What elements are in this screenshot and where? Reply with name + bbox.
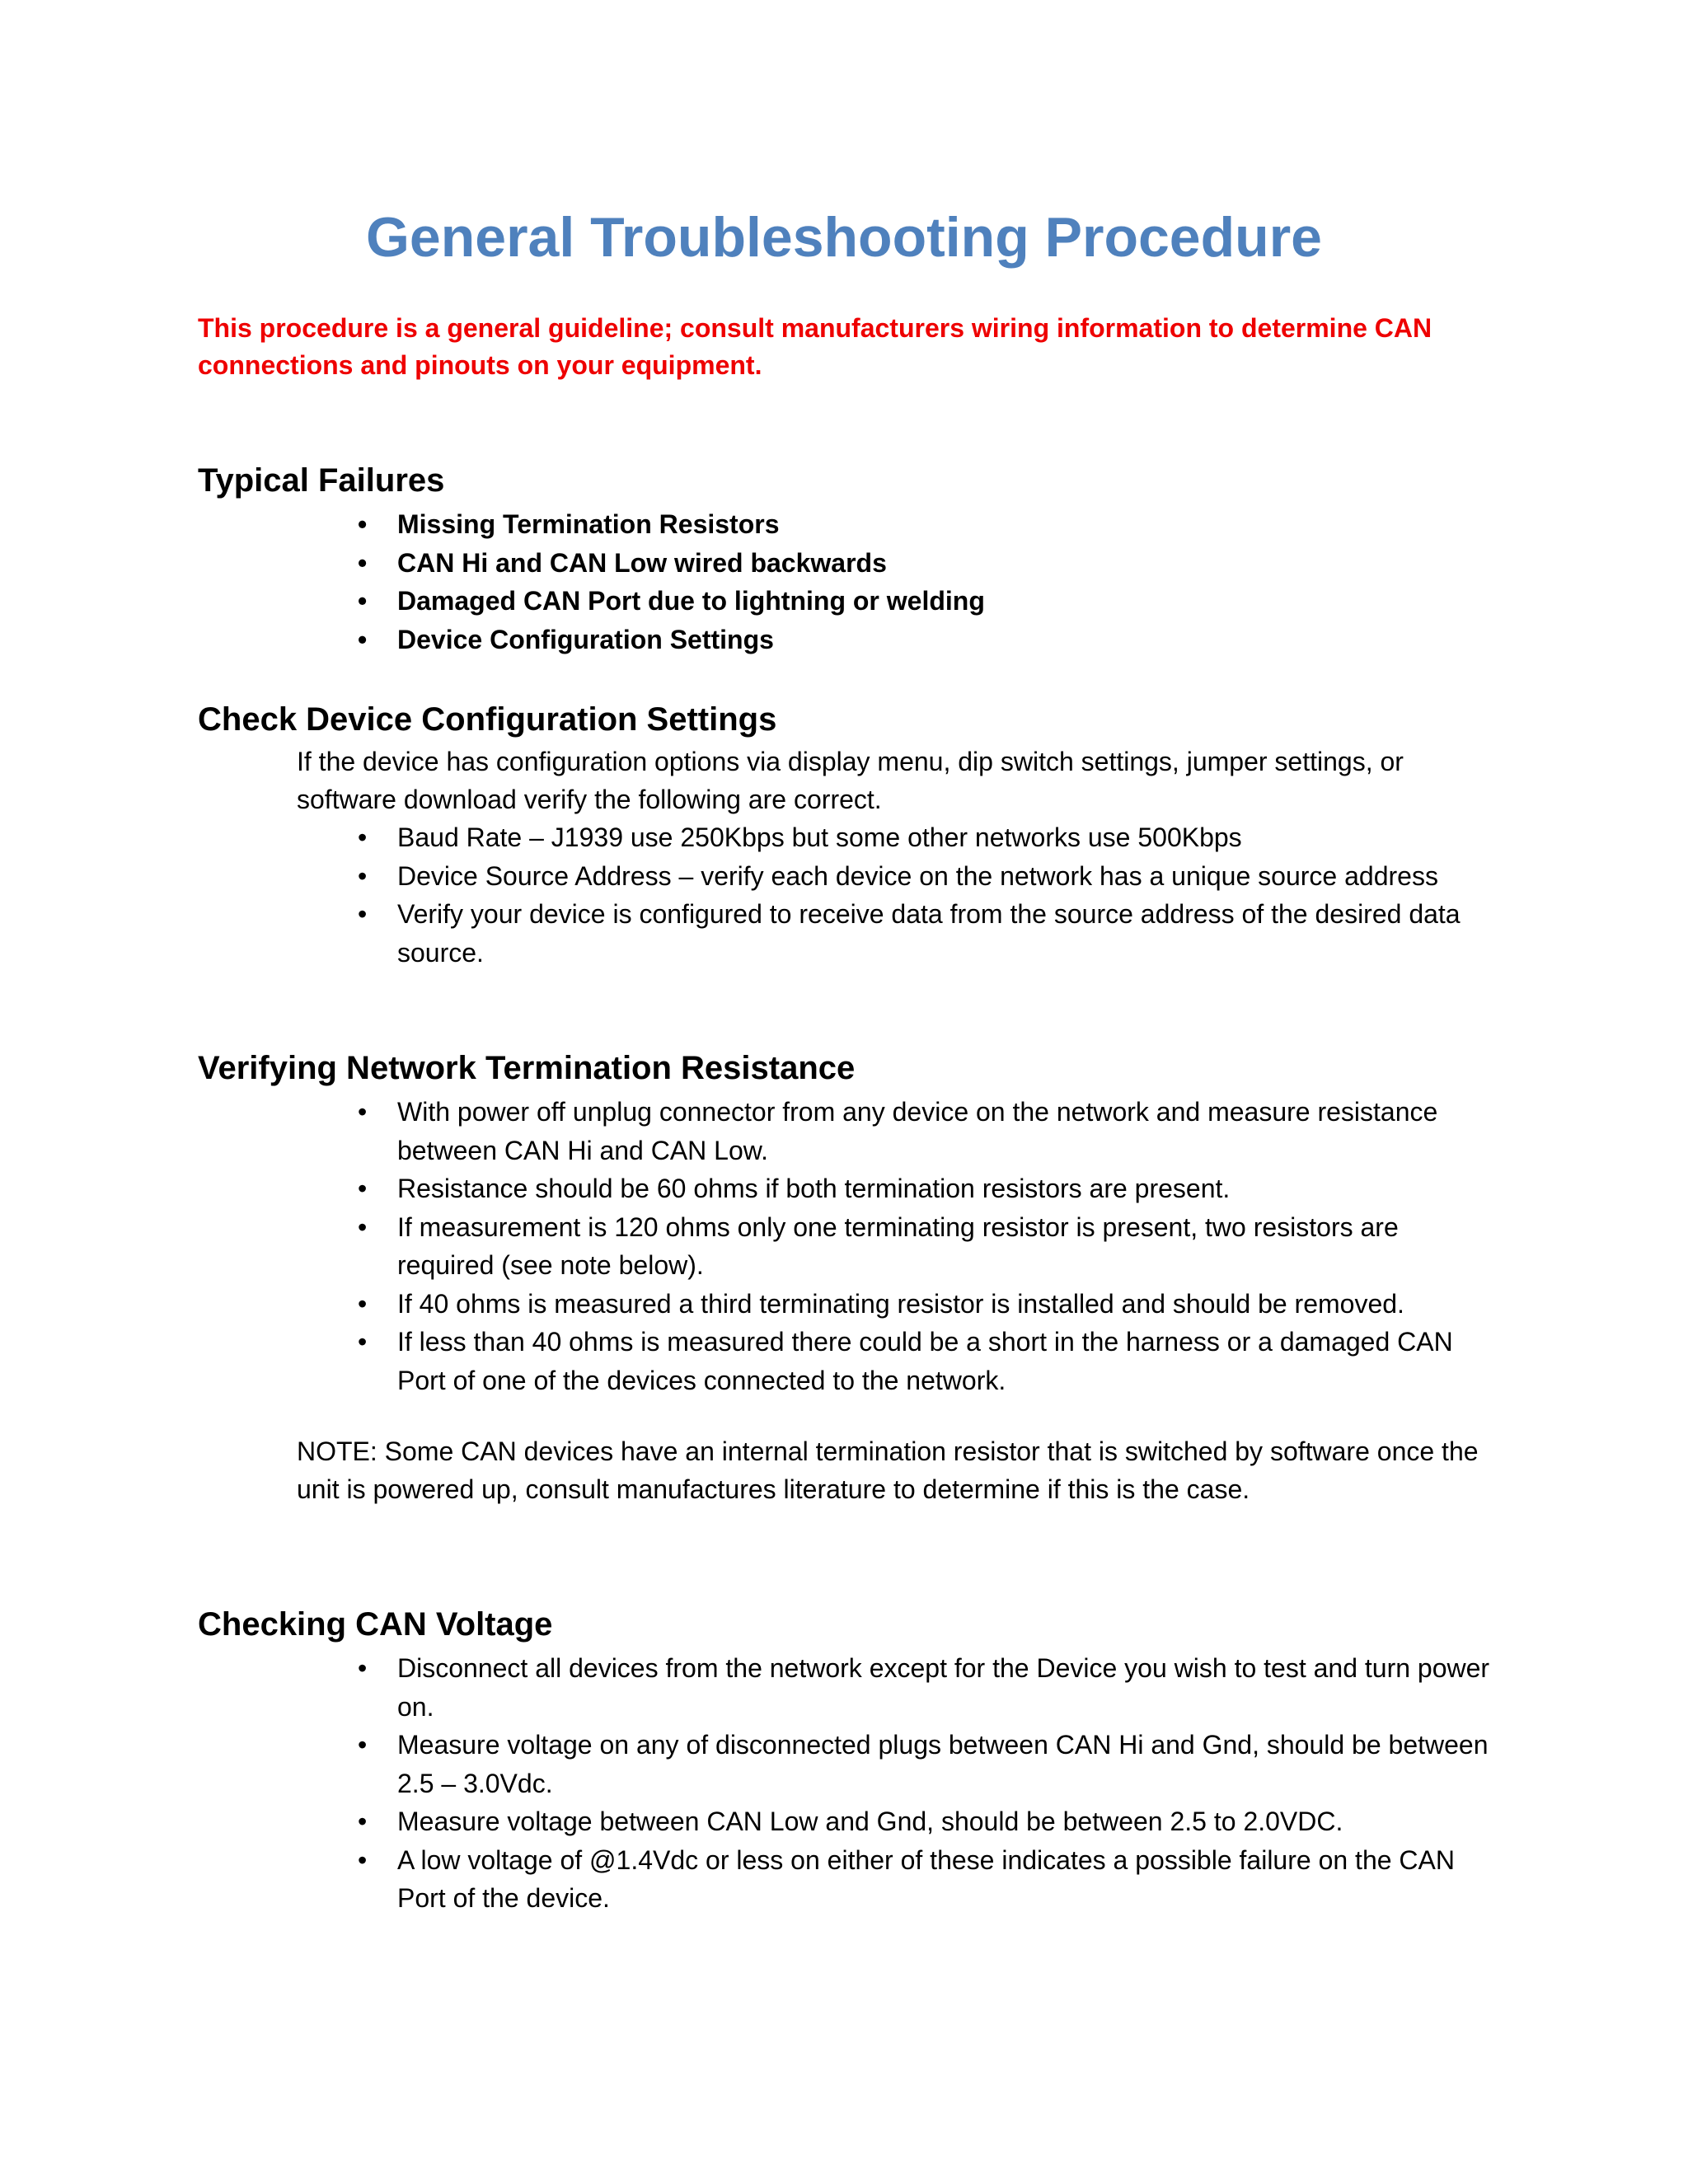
section-heading-checking-can-voltage: Checking CAN Voltage (198, 1606, 553, 1643)
bullet-icon: • (358, 1174, 368, 1203)
bullet-icon: • (358, 1327, 368, 1357)
list-item (358, 1726, 1493, 1802)
list-item-text: A low voltage of @1.4Vdc or less on either of these indicates a possible failure on the CAN Port of the device. (397, 1844, 1455, 1913)
termination-list (0, 1093, 1484, 1399)
list-item (358, 857, 1493, 896)
bullet-icon: • (358, 624, 368, 654)
list-item-text: With power off unplug connector from any device on the network and measure resistance between CAN Hi and CAN Low. (397, 1097, 1438, 1165)
bullet-icon: • (358, 1212, 368, 1242)
list-item (358, 818, 1493, 857)
section-heading-typical-failures: Typical Failures (198, 462, 445, 499)
bullet-icon: • (358, 823, 368, 852)
bullet-icon: • (358, 1844, 368, 1875)
list-item (358, 895, 1493, 972)
list-item-text: Missing Termination Resistors (397, 509, 780, 539)
list-item-text: Measure voltage on any of disconnected plugs between CAN Hi and Gnd, should be between 2.5 – 3.0Vdc. (397, 1730, 1489, 1798)
list-item-text: Device Configuration Settings (397, 624, 774, 654)
list-item-text: Damaged CAN Port due to lightning or welding (397, 586, 985, 616)
list-item-text: Device Source Address – verify each device on the network has a unique source address (397, 860, 1438, 891)
list-item (358, 1649, 1493, 1726)
list-item-text: If 40 ohms is measured a third terminating resistor is installed and should be removed. (397, 1288, 1404, 1319)
list-item (358, 1802, 1493, 1841)
page-title: General Troubleshooting Procedure (366, 206, 1322, 269)
list-item (358, 621, 1493, 659)
bullet-icon: • (358, 1730, 368, 1760)
termination-note-text: NOTE: Some CAN devices have an internal termination resistor that is switched by software once the unit is powered up, consult manufactures literature to determine if this is the case. (297, 1436, 1479, 1504)
bullet-icon: • (358, 1653, 368, 1683)
list-item-text: Baud Rate – J1939 use 250Kbps but some other networks use 500Kbps (397, 823, 1242, 852)
typical-failures-list (0, 505, 1484, 658)
section-heading-verifying-termination: Verifying Network Termination Resistance (198, 1050, 856, 1086)
list-item-text: If less than 40 ohms is measured there could be a short in the harness or a damaged CAN Port of one of the devices connected to the network. (397, 1327, 1453, 1395)
can-voltage-list (0, 1649, 1490, 1918)
list-item (358, 1285, 1493, 1324)
configuration-list (0, 818, 1484, 972)
bullet-icon: • (358, 509, 368, 539)
list-item (358, 544, 1493, 583)
section-heading-check-device-configuration: Check Device Configuration Settings (198, 701, 777, 738)
list-item-text: Measure voltage between CAN Low and Gnd, should be between 2.5 to 2.0VDC. (397, 1807, 1343, 1836)
bullet-icon: • (358, 899, 368, 929)
bullet-icon: • (358, 547, 368, 578)
list-item-text: Verify your device is configured to receive data from the source address of the desired data source. (397, 899, 1461, 968)
list-item (358, 1323, 1493, 1399)
list-item (358, 1208, 1493, 1285)
list-item-text: Disconnect all devices from the network except for the Device you wish to test and turn power on. (397, 1653, 1490, 1722)
bullet-icon: • (358, 1807, 368, 1836)
disclaimer-text: This procedure is a general guideline; consult manufacturers wiring information to determine CAN connections and pinouts on your equipment. (198, 313, 1432, 380)
configuration-intro-text: If the device has configuration options via display menu, dip switch settings, jumper settings, or software download verify the following are correct. (297, 747, 1404, 814)
list-item (358, 582, 1493, 621)
bullet-icon: • (358, 1097, 368, 1127)
list-item-text: CAN Hi and CAN Low wired backwards (397, 547, 887, 578)
list-item (358, 1093, 1493, 1169)
bullet-icon: • (358, 1288, 368, 1319)
list-item (358, 505, 1493, 544)
list-item (358, 1841, 1493, 1918)
list-item (358, 1169, 1493, 1208)
list-item-text: If measurement is 120 ohms only one terminating resistor is present, two resistors are required (see note below). (397, 1212, 1399, 1280)
bullet-icon: • (358, 586, 368, 616)
bullet-icon: • (358, 860, 368, 891)
list-item-text: Resistance should be 60 ohms if both termination resistors are present. (397, 1174, 1231, 1203)
